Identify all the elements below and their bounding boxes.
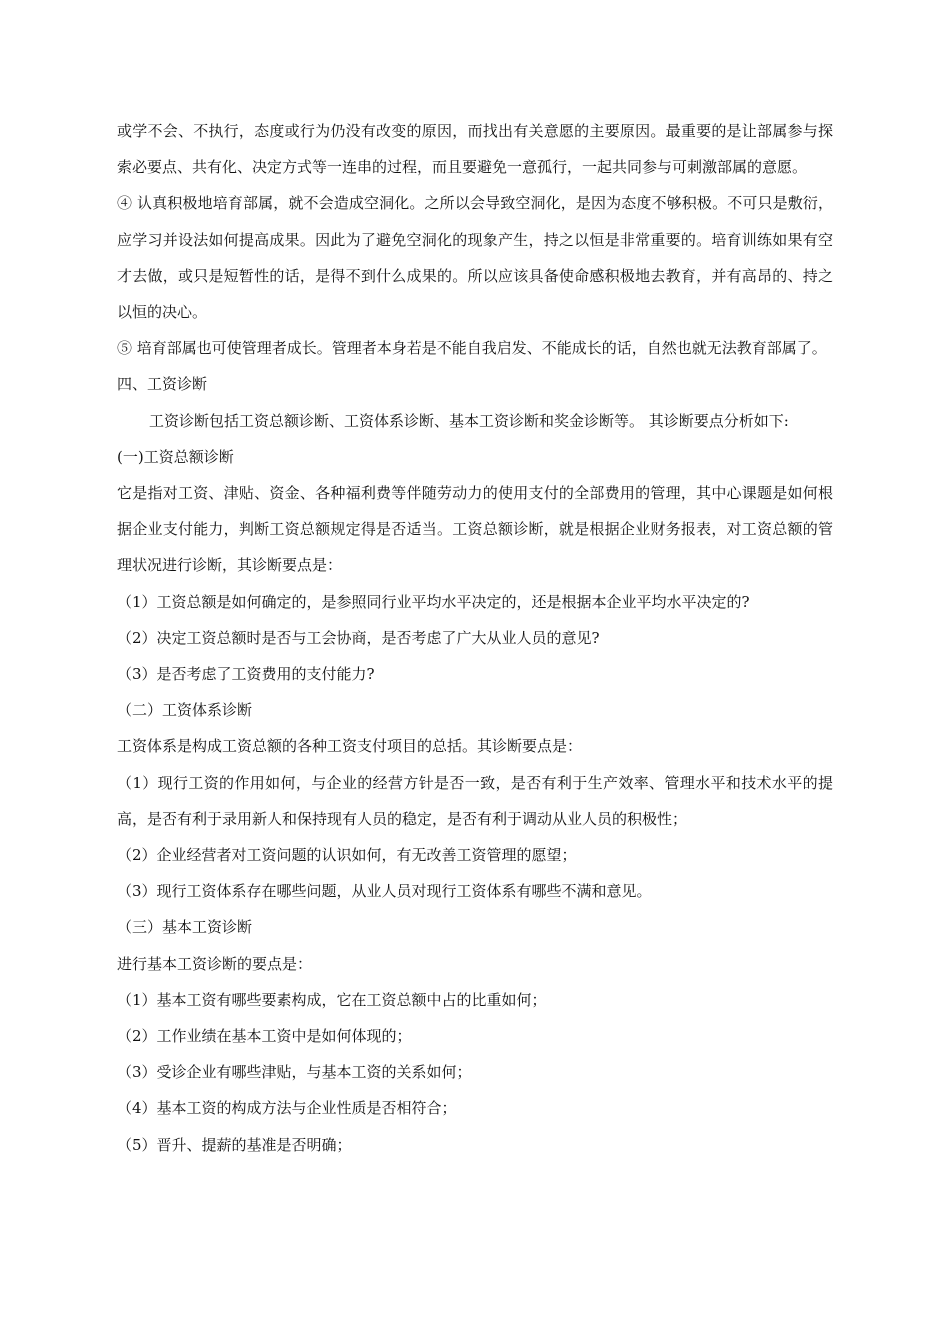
list-item-total-1: （1）工资总额是如何确定的，是参照同行业平均水平决定的，还是根据本企业平均水平决定的?	[117, 592, 750, 611]
subheading-base-wage: （三）基本工资诊断	[117, 918, 253, 937]
list-item-base-3: （3）受诊企业有哪些津贴，与基本工资的关系如何；	[117, 1063, 472, 1082]
list-item-total-2: （2）决定工资总额时是否与工会协商，是否考虑了广大从业人员的意见?	[117, 628, 600, 647]
paragraph-base-wage-desc: 进行基本工资诊断的要点是：	[117, 954, 313, 973]
paragraph-point-5: ⑤ 培育部属也可使管理者成长。管理者本身若是不能自我启发、不能成长的话，自然也就无法教育部属了。	[117, 339, 827, 358]
list-item-system-3: （3）现行工资体系存在哪些问题，从业人员对现行工资体系有哪些不满和意见。	[117, 882, 652, 901]
paragraph-point-4: ④ 认真积极地培育部属，就不会造成空洞化。之所以会导致空洞化，是因为态度不够积极。不可只是敷衍，应学习并设法如何提高成果。因此为了避免空洞化的现象产生，持之以恒是非常重要的。培育训练如果有空才去做，或只是短暂性的话，是得不到什么成果的。所以应该具备使命感积极地去教育，并有高昂的、持之以恒的决心。	[117, 194, 833, 322]
paragraph-motivation-cont: 或学不会、不执行，态度或行为仍没有改变的原因，而找出有关意愿的主要原因。最重要的是让部属参与探索必要点、共有化、决定方式等一连串的过程，而且要避免一意孤行，一起共同参与可刺激部属的意愿。	[117, 122, 833, 177]
subheading-wage-system: （二）工资体系诊断	[117, 701, 253, 720]
section-heading-wage-diagnosis: 四、工资诊断	[117, 375, 208, 394]
list-item-base-2: （2）工作业绩在基本工资中是如何体现的；	[117, 1027, 412, 1046]
paragraph-total-wage-desc: 它是指对工资、津贴、资金、各种福利费等伴随劳动力的使用支付的全部费用的管理，其中心课题是如何根据企业支付能力，判断工资总额规定得是否适当。工资总额诊断，就是根据企业财务报表，对工资总额的管理状况进行诊断，其诊断要点是：	[117, 484, 833, 575]
paragraph-wage-system-desc: 工资体系是构成工资总额的各种工资支付项目的总括。其诊断要点是：	[117, 737, 583, 756]
list-item-base-5: （5）晋升、提薪的基准是否明确；	[117, 1135, 352, 1154]
list-item-system-1: （1）现行工资的作用如何，与企业的经营方针是否一致，是否有利于生产效率、管理水平和技术水平的提高，是否有利于录用新人和保持现有人员的稳定，是否有利于调动从业人员的积极性；	[117, 773, 833, 828]
list-item-base-1: （1）基本工资有哪些要素构成，它在工资总额中占的比重如何；	[117, 990, 547, 1009]
paragraph-wage-intro: 工资诊断包括工资总额诊断、工资体系诊断、基本工资诊断和奖金诊断等。 其诊断要点分析如下:	[149, 411, 789, 430]
list-item-total-3: （3）是否考虑了工资费用的支付能力?	[117, 665, 375, 684]
list-item-system-2: （2）企业经营者对工资问题的认识如何，有无改善工资管理的愿望；	[117, 846, 577, 865]
document-page	[117, 113, 833, 1163]
list-item-base-4: （4）基本工资的构成方法与企业性质是否相符合；	[117, 1099, 457, 1118]
subheading-total-wage: (一)工资总额诊断	[117, 447, 234, 466]
